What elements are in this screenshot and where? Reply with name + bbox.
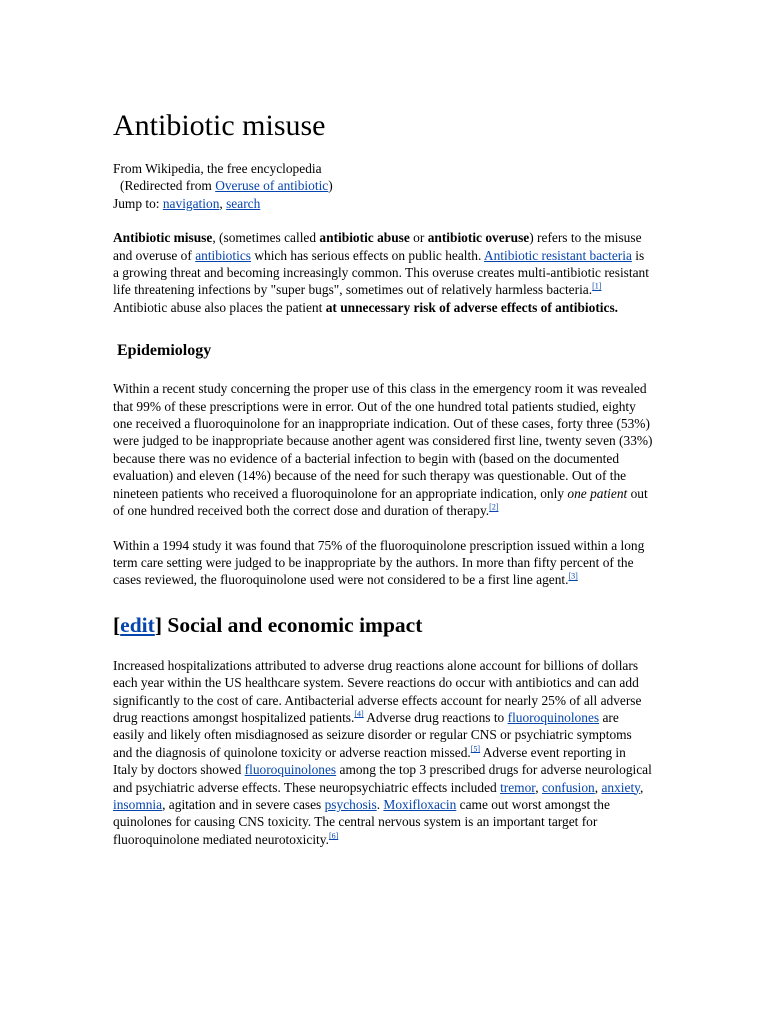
reference-link-1[interactable]: [1] bbox=[592, 281, 602, 291]
link-tremor[interactable]: tremor bbox=[500, 779, 536, 795]
reference-1 bbox=[592, 282, 601, 291]
jump-to bbox=[113, 195, 653, 212]
reference-3 bbox=[569, 572, 578, 581]
body-text: among the top 3 prescribed drugs for adverse neurological and psychiatric adverse effects. These neuropsychiatric effects included bbox=[113, 762, 652, 795]
body-text: came out worst amongst the quinolones for causing CNS toxicity. The central nervous system is an important target for fluoroquinolone mediated neurotoxicity. bbox=[113, 796, 610, 847]
jump-navigation-link[interactable]: navigation bbox=[162, 195, 220, 211]
separator: , bbox=[535, 779, 542, 795]
reference-link-4[interactable]: [4] bbox=[354, 709, 364, 719]
emphasis-one-patient: one patient bbox=[567, 485, 628, 501]
term-antibiotic-abuse: antibiotic abuse bbox=[319, 230, 410, 246]
article-content bbox=[113, 106, 653, 848]
body-text: are easily and likely often misdiagnosed as seizure disorder or regular CNS or psychiatric symptoms and the diagnosis of quinolone toxicity or adverse reaction missed. bbox=[113, 709, 632, 760]
separator: , bbox=[640, 779, 644, 795]
separator: . bbox=[376, 796, 384, 812]
heading-epidemiology: Epidemiology bbox=[117, 342, 212, 360]
link-antibiotics[interactable]: antibiotics bbox=[195, 247, 251, 263]
social-paragraph bbox=[113, 657, 653, 848]
reference-6 bbox=[329, 831, 338, 840]
epidemiology-paragraph-2 bbox=[113, 537, 653, 589]
redirect-notice bbox=[113, 177, 653, 194]
reference-link-6[interactable]: [6] bbox=[328, 831, 339, 841]
redirect-suffix: ) bbox=[328, 178, 333, 194]
link-moxifloxacin[interactable]: Moxifloxacin bbox=[383, 796, 457, 812]
page-title: Antibiotic misuse bbox=[113, 109, 326, 142]
link-fluoroquinolones-2[interactable]: fluoroquinolones bbox=[244, 762, 337, 778]
intro-text: or bbox=[409, 230, 428, 246]
link-anxiety[interactable]: anxiety bbox=[601, 779, 640, 795]
heading-social-economic-impact bbox=[113, 611, 653, 639]
link-antibiotic-resistant-bacteria[interactable]: Antibiotic resistant bacteria bbox=[483, 247, 632, 263]
jump-separator: , bbox=[219, 195, 227, 211]
intro-emphasis: at unnecessary risk of adverse effects of antibiotics. bbox=[325, 299, 619, 315]
body-text: Adverse event reporting in Italy by doctors showed bbox=[113, 744, 626, 778]
intro-text: ) refers to the misuse and overuse of bbox=[113, 230, 642, 263]
body-text: , agitation and in severe cases bbox=[162, 796, 325, 812]
edit-bracket-close: ] bbox=[154, 612, 162, 637]
term-antibiotic-overuse: antibiotic overuse bbox=[427, 230, 530, 246]
intro-text: Antibiotic abuse also places the patient bbox=[113, 299, 326, 315]
body-text: Within a 1994 study it was found that 75% of the fluoroquinolone prescription issued within a long term care setting were judged to be inappropriate by the authors. In more than fifty percent of the cases reviewed, the fluoroquinolone used were not considered to be a first line agent. bbox=[113, 537, 645, 588]
jump-search-link[interactable]: search bbox=[226, 195, 261, 211]
site-subtitle: From Wikipedia, the free encyclopedia bbox=[113, 161, 322, 176]
edit-section-link[interactable]: edit bbox=[120, 612, 155, 637]
body-text: Increased hospitalizations attributed to adverse drug reactions alone account for billions of dollars each year within the US healthcare system. Severe reactions do occur with antibiotics and can add significantly to the cost of care. Antibacterial adverse effects account for nearly 25% of all adverse drug reactions amongst hospitalized patients. bbox=[113, 657, 642, 725]
reference-link-5[interactable]: [5] bbox=[470, 744, 481, 754]
body-text: out of one hundred received both the correct dose and duration of therapy. bbox=[113, 485, 648, 519]
link-confusion[interactable]: confusion bbox=[541, 779, 595, 795]
reference-link-3[interactable]: [3] bbox=[568, 571, 578, 581]
reference-4 bbox=[354, 709, 363, 718]
edit-bracket-open: [ bbox=[113, 612, 121, 637]
reference-link-2[interactable]: [2] bbox=[489, 502, 499, 512]
reference-2 bbox=[489, 503, 498, 512]
reference-5 bbox=[471, 744, 480, 753]
body-text: Within a recent study concerning the proper use of this class in the emergency room it was revealed that 99% of these prescriptions were in error. Out of the one hundred total patients studied, eighty one received a fluoroquinolone for an inappropriate indication. Out of these cases, forty three (53%) were judged to be inappropriate because another agent was considered first line, twenty seven (33%) because there was no evidence of a bacterial infection to begin with (based on the documented evaluation) and eleven (14%) because of the need for such therapy was questionable. Out of the nineteen patients who received a fluoroquinolone for an appropriate indication, only bbox=[113, 381, 653, 501]
link-fluoroquinolones[interactable]: fluoroquinolones bbox=[507, 709, 600, 725]
intro-text: which has serious effects on public health. bbox=[250, 247, 484, 263]
epidemiology-paragraph-1 bbox=[113, 380, 653, 519]
link-insomnia[interactable]: insomnia bbox=[113, 796, 163, 812]
section-title-text: Social and economic impact bbox=[161, 612, 423, 637]
jump-to-label: Jump to: bbox=[113, 195, 163, 211]
redirect-link[interactable]: Overuse of antibiotic bbox=[215, 178, 329, 194]
intro-text: , (sometimes called bbox=[212, 230, 320, 246]
link-psychosis[interactable]: psychosis bbox=[324, 796, 377, 812]
term-antibiotic-misuse: Antibiotic misuse bbox=[113, 230, 213, 246]
intro-text: is a growing threat and becoming increasingly common. This overuse creates multi-antibiotic resistant life threatening infections by "super bugs", sometimes out of relatively harmless bacteria. bbox=[113, 247, 649, 298]
intro-paragraph bbox=[113, 229, 653, 316]
body-text: Adverse drug reactions to bbox=[363, 709, 508, 725]
redirect-prefix: (Redirected from bbox=[120, 178, 216, 194]
separator: , bbox=[594, 779, 602, 795]
